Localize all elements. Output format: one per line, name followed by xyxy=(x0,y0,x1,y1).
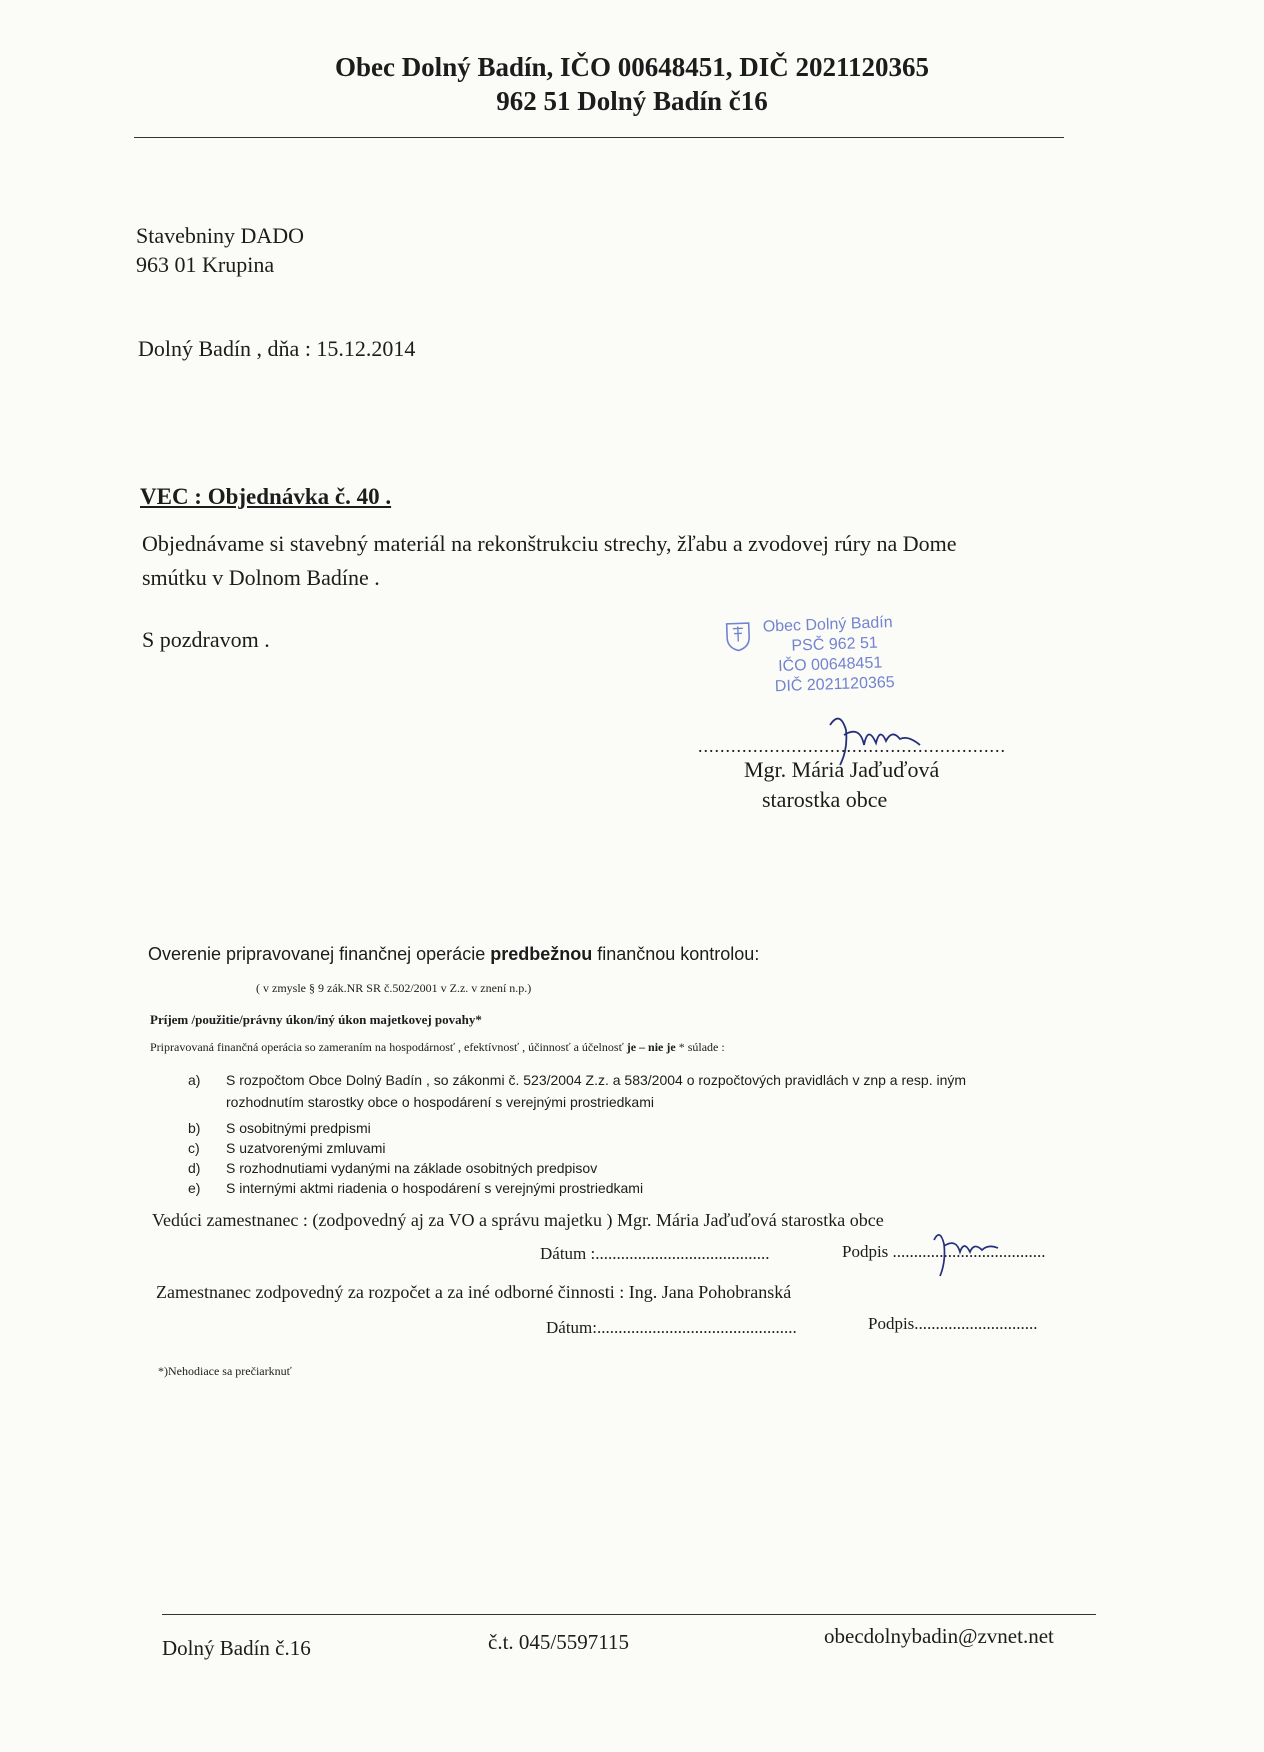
list-label: e) xyxy=(188,1180,201,1196)
letterhead-title: Obec Dolný Badín, IČO 00648451, DIČ 2021120365 xyxy=(334,52,930,82)
control-title xyxy=(148,944,759,965)
body-line-2: smútku v Dolnom Badíne . xyxy=(142,565,380,590)
letter-date: Dolný Badín , dňa : 15.12.2014 xyxy=(138,336,416,361)
signature-line: ........................................................ xyxy=(698,736,1006,756)
list-label: b) xyxy=(188,1120,201,1136)
budget-sign: Podpis............................. xyxy=(868,1314,1038,1333)
list-label: d) xyxy=(188,1160,201,1176)
list-text: S internými aktmi riadenia o hospodárení s verejnými prostriedkami xyxy=(226,1180,644,1196)
manager-line: Vedúci zamestnanec : (zodpovedný aj za VO a správu majetku ) Mgr. Mária Jaďuďová starostka obce xyxy=(152,1210,884,1230)
recipient-name: Stavebniny DADO xyxy=(136,223,305,248)
subject-line: VEC : Objednávka č. 40 . xyxy=(140,484,392,509)
list-label: a) xyxy=(188,1072,201,1088)
letterhead-address: 962 51 Dolný Badín č16 xyxy=(496,86,768,116)
list-item xyxy=(188,1140,386,1156)
budget-line: Zamestnanec zodpovedný za rozpočet a za iné odborné činnosti : Ing. Jana Pohobranská xyxy=(156,1282,792,1302)
manager-sign: Podpis .................................... xyxy=(842,1242,1046,1261)
body-line-1: Objednávame si stavebný materiál na rekonštrukciu strechy, žľabu a zvodovej rúry na Dome xyxy=(142,531,957,556)
list-item xyxy=(188,1072,966,1088)
greeting: S pozdravom . xyxy=(142,627,270,652)
recipient-address: 963 01 Krupina xyxy=(136,252,275,277)
statement-pre: Pripravovaná finančná operácia so zameraním na hospodárnosť , efektívnosť , účinnosť a účelnosť xyxy=(150,1040,627,1054)
stamp-line-3: IČO 00648451 xyxy=(777,654,883,676)
list-label: c) xyxy=(188,1140,200,1156)
footer-email: obecdolnybadin@zvnet.net xyxy=(824,1624,1054,1648)
control-title-post: finančnou kontrolou: xyxy=(592,944,760,964)
list-item xyxy=(188,1094,654,1110)
footnote: *)Nehodiace sa prečiarknuť xyxy=(158,1364,292,1378)
signatory-name: Mgr. Mária Jaďuďová xyxy=(744,757,940,782)
official-stamp xyxy=(720,608,955,712)
list-text: S rozpočtom Obce Dolný Badín , so zákonmi č. 523/2004 Z.z. a 583/2004 o rozpočtových pravidlách v znp a resp. iným xyxy=(226,1072,967,1088)
stamp-line-4: DIČ 2021120365 xyxy=(774,674,895,696)
coat-of-arms-icon xyxy=(725,621,752,652)
footer-rule xyxy=(162,1614,1096,1615)
law-reference: ( v zmysle § 9 zák.NR SR č.502/2001 v Z.z. v znení n.p.) xyxy=(256,981,532,995)
list-text: S osobitnými predpismi xyxy=(226,1120,371,1136)
operation-type: Príjem /použitie/právny úkon/iný úkon majetkovej povahy* xyxy=(150,1012,482,1027)
signatory-role: starostka obce xyxy=(762,787,888,812)
statement-post: * súlade : xyxy=(675,1040,725,1054)
control-title-bold: predbežnou xyxy=(490,944,593,964)
list-text: S uzatvorenými zmluvami xyxy=(226,1140,386,1156)
control-title-pre: Overenie pripravovanej finančnej operácie xyxy=(148,944,491,964)
list-text: S rozhodnutiami vydanými na základe osobitných predpisov xyxy=(226,1160,598,1176)
control-statement xyxy=(150,1040,725,1055)
stamp-line-2: PSČ 962 51 xyxy=(791,634,879,655)
budget-date: Dátum:............................................... xyxy=(546,1318,797,1337)
footer-phone: č.t. 045/5597115 xyxy=(488,1630,629,1654)
signature-manager xyxy=(926,1222,1006,1282)
stamp-line-1: Obec Dolný Badín xyxy=(762,614,893,636)
header-rule xyxy=(134,137,1064,138)
statement-bold: je – nie je xyxy=(626,1040,676,1054)
manager-date: Dátum :......................................... xyxy=(540,1244,770,1263)
footer-address: Dolný Badín č.16 xyxy=(162,1636,311,1660)
list-item xyxy=(188,1120,371,1136)
list-item xyxy=(188,1160,597,1176)
list-item xyxy=(188,1180,643,1196)
list-text: rozhodnutím starostky obce o hospodárení s verejnými prostriedkami xyxy=(226,1094,654,1110)
